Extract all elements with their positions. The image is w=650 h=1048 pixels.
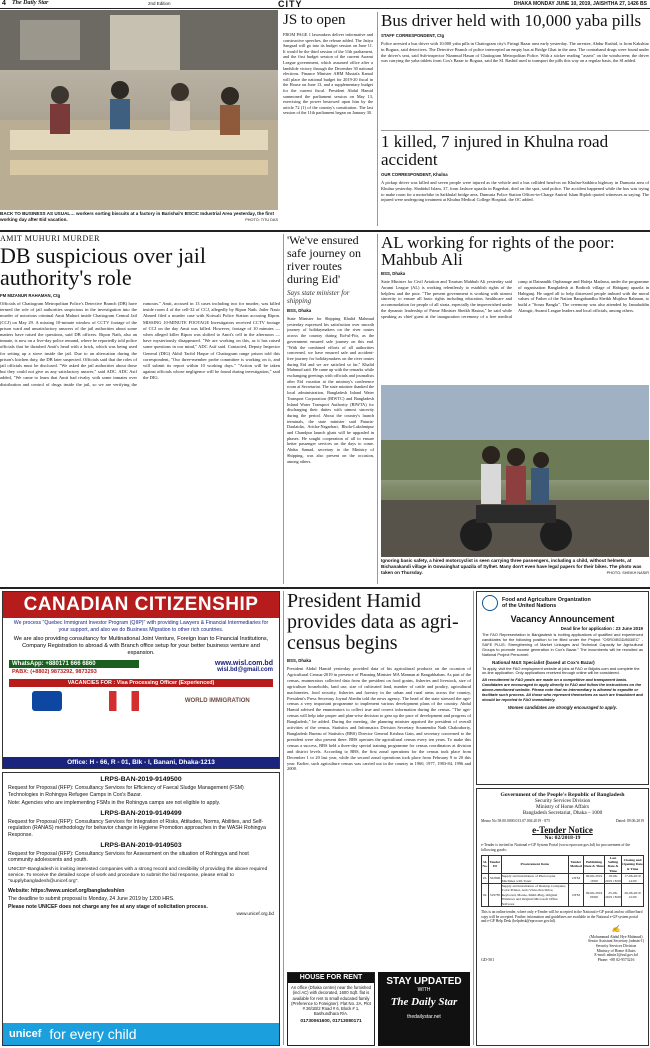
unicef-url[interactable]: www.unicef.org.bd [236, 911, 274, 917]
unicef-p1: Request for Proposal (RFP): Consultancy Services for Efficiency of Faecal Sludge Management (FSM) Technologies in Rohingya Refugee Camps in Cox's Bazar. [8, 785, 244, 798]
khulna-byline: OUR CORRESPONDENT, Khulna [381, 172, 448, 177]
pabx-number: PABX: (+8802) 9873292, 9873293 [12, 669, 97, 676]
db-body: Officials of Chattogram Metropolitan Police's Detective Branch (DB) have termed the role of jail authorities suspicious in the investigation into the murder of notorious criminal Amit Muhuri inside Chattogram Central Jail (CCJ) on May 29. A missing 10-minute window of CCTV footage of the prison ward and unsatisfactory answers of the jail authorities about some matters have raised the questions, said DB officers. Ripon Nath, also an inmate, is now on a five-day police remand, where he reportedly told police officials that he thrashed Amit's head with a brick, which was being used for setting up a stove inside the jail. Due to an altercation during the prison's kitchen duty, the DB later suspected. Officials said that the roles of jail officials must be disclosed. "We asked the jail authorities about those but they could not give us any satisfactory answer," said ADC. ADC Asif added, "We came to learn that Amit had rivalry with some inmates over distribution and control of drugs inside the jail, so we are verifying the rumours." Amit, accused in 13 cases including two for murder, was killed inside room 4 of the cell-32 of CCJ, allegedly by Ripon Nath. Jailer Nasir Ahmed filed a murder case with Kotwali Police Station accusing Ripon. MISSING 10-MINUTE FOOTAGE Investigators received CCTV footage of CCJ on the day Amit was killed. However, footage of 10 minutes — when alleged killer Ripon was shifted to Amit's cell in the afternoon — have mysteriously disappeared. "We are working on this, as it has raised some questions in our mind," ADC Asif said. Contacted, Deputy Inspector General (DIG) Akhil Tarfid Haque of Chattogram range prison told this correspondent, "Our three-member probe committee is working on it, and will submit its report within 10 working days." "Action will be taken against officials whose negligence will be found during investigation," said the DIG. [0, 301, 280, 387]
table-row: 02. 319785 Supply and installation of Desktop Computer, Color Printer, Auto Vivus Pen Drive, Keyboard, Mouse, Multi-Plug, Original Windows and Original Microsoft Office Software OTM 09-06-2019 09:00 25-06-2019 18:00 26-06-2019 12:00 [482, 884, 644, 907]
al-byline: BSS, Dhaka [381, 271, 406, 276]
house-phone: 01730061600, 01713080171 [300, 1018, 362, 1024]
paper-name: The Daily Star [12, 0, 49, 6]
tender-ad [476, 788, 649, 1046]
khulna-headline: 1 killed, 7 injured in Khulna road accident [381, 133, 609, 169]
fao-note: All recruitment to FAO posts are made on a competitive and transparent basis. Candidates are encouraged to apply directly to FAO and follow the instructions on the above-mentioned website. Please note that no intermediary is allowed to expedite or facilitate such process. All those who represent themselves as such are fraudulent and should be reported to FAO immediately. [482, 677, 643, 702]
tender-col-method: Tender Method [568, 855, 583, 874]
tender-phone: Phone: +88 02-9573216 [597, 957, 635, 962]
tender-col-id: Tender ID [489, 855, 502, 874]
unicef-ref2: LRPS-BAN-2019-9149499 [100, 809, 182, 817]
tender-head-row [482, 855, 644, 874]
tender-col-sl: SL No. [482, 855, 489, 874]
ferry-headline: 'We've ensured safe journey on river routes during Eid' [287, 234, 361, 286]
canada-title: CANADIAN CITIZENSHIP [3, 592, 279, 618]
vacancies-bar: VACANCIES FOR : Visa Processing Officer (Experienced) [9, 679, 273, 687]
tender-col-close: Closing and Opening Date & Time [622, 855, 644, 874]
fao-women: Women candidates are strongly encouraged to apply. [507, 704, 618, 710]
fao-title: Vacancy Announcement [510, 614, 615, 624]
js-body: FROM PAGE 1 lawmakers deliver informative and constructive speeches, the release added. The Jatiya Sangsad will go into its budget session on June 11. It would be the third session of the 11th parliament, and the first budget session of the current Awami League government, which assumed office after a landslide victory through the December 30 national elections. Finance Minister AHM Mustafa Kamal will place the national budget for 2019-20 fiscal in the House on June 13, and a supplementary budget for the current fiscal. President Abdul Hamid summoned the parliament session on May 13, exercising the power bestowed upon him by the article 72 (1) of the country's constitution. The last session of the 11th parliament began on January 30. [283, 32, 373, 116]
unicef-p4: UNICEF-Bangladesh is inviting interested companies with a strong record and credibility of providing the above required service. To receive the detailed scope of work and procedure to submit the bid response, please email to "supplybangladesh@unicef.org". [8, 866, 268, 885]
unicef-late: Please note UNICEF does not charge any fee at any stage of solicitation process. [8, 904, 208, 911]
hamid-article [287, 591, 471, 971]
tender-col-items: Procurement Items [501, 855, 568, 874]
factory-photo [0, 10, 278, 210]
flag-icon [109, 691, 139, 711]
tender-div: Security Services Division [534, 798, 591, 804]
tender-footer: This is an online tender, where only e-Tender will be accepted in the National e-GP portal and no offline/hard copy will be accepted. Further information and guidelines are available in the National e-GP system portal and e-GP Help Desk (helpdesk@eprocure.gov.bd). [481, 910, 643, 924]
fao-apply: To apply, visit the FAO employment website at jobs at FAO or Bdjobs.com and complete the on-line application. Only applications received through online will be considered. [482, 665, 640, 676]
fao-ad [476, 591, 649, 785]
table-row: 01. 322846 Supply and installation of Photocopier Machines with Toner OTM 09-06-2019 18:00 18-06-2019 18:00 17-06-2019 14:00 [482, 874, 644, 884]
stay-with: WITH [417, 987, 431, 993]
bus-body: Police arrested a bus driver with 10,000 yaba pills in Chattogram city's Firingi Bazar area early yesterday. The arrestee, Abdur Rashid, is from Kakshiar in Bogura, said detectives. The Detective Branch of police intercepted an empty bus at Bridge Ghat in the area. The contraband drugs were found under the driver's seat, said Sub-inspector Nizamud Hasan of Chattogram Metropolitan Police. With a sticker reading "assets" on the windscreen; the driver was carrying the yaba tablets from Cox's Bazar to Bogura, said the SI. Rashid used to transport the pills this way on a regular basis, the SI added. [381, 41, 649, 64]
issue-date: DHAKA MONDAY JUNE 10, 2019, JAISHTHA 27, 1426 BS [513, 1, 647, 7]
tender-no: No: 02/2018-19 [544, 835, 581, 841]
bus-headline: Bus driver held with 10,000 yaba pills [381, 12, 642, 30]
canada-ad [2, 591, 280, 769]
tender-signer3: Security Services Division [595, 944, 637, 949]
canada-text2: We are also providing consultancy for Multinational Joint Venture, Foreign loan to Financial Institutions, Company Registration to abroad & with Branch office setup for your better business venture and expansion. [13, 636, 269, 657]
tender-col-pub: Publishing Date & Time [583, 855, 604, 874]
section-title: CITY [278, 0, 303, 8]
tender-min: Ministry of Home Affairs [535, 804, 590, 810]
unicef-ref1: LRPS-BAN-2019-9149500 [100, 776, 182, 783]
tender-signer: (Mohammad Abdul Hye Mahmud) [589, 934, 643, 939]
canada-office: Office: H - 66, R - 01, Blk - I, Banani, Dhaka-1213 [3, 757, 279, 768]
al-headline: AL working for rights of the poor: Mahbub Ali [381, 234, 615, 269]
house-ad [287, 972, 375, 1046]
tender-title: e-Tender Notice [532, 825, 593, 835]
tender-gov: Government of the People's Republic of Bangladesh [500, 792, 625, 798]
fao-org1: Food and Agriculture Organization [502, 597, 591, 603]
bus-article [381, 12, 649, 130]
fao-deadline: Dead line for application : 23 June 2019 [560, 626, 643, 631]
tender-intro: e-Tender is invited in National e-GP System Portal (www.eprocure.gov.bd) for procurement of the following goods: [481, 843, 631, 852]
fao-org2: of the United Nations [502, 603, 557, 609]
photo2-caption: Ignoring basic safety, a hired motorcyclist is seen carrying three passengers, including a child, without helmets, at Bichanakandi village in Gowainghat upazila of Sylhet. Many don't even have legal papers for their bikes. The photo was taken on Thursday. PHOTO: SHEIKH NASIR [381, 558, 649, 575]
hamid-byline: BSS, Dhaka [287, 658, 312, 663]
motorcycle-illustration [381, 385, 649, 557]
tender-gd: GD-501 [481, 957, 495, 963]
khulna-body: A pickup driver was killed and seven people were injured as the vehicle and a bus collided head-on on Khulna-Satkhira highway in Dumuria area of Khulna yesterday. Shahidul Islam, 37, from Jashore upazila in Bagerhat, died on the spot, said police. The accident happened while the bus was trying to make room for a motorbike in Satkhulal bridge area, Dumuria Police Station Officer-in-Charge Amirul Islam Biplob quoted witnesses as saying. The injured were undergoing treatment at Khulna Medical College Hospital, the OC added. [381, 180, 649, 203]
tender-signer2: Senior Assistant Secretary (admin-1) [588, 939, 644, 944]
unicef-p2: Request for Proposal (RFP): Consultancy Services for Integration of Risks, Attitudes, Norms, Abilities, and Self-regulation (RANAS) methodology for behavior change in Hygiene Promotion approaches in the WASH Rohingya Response. [8, 818, 266, 838]
page-number: 4 [2, 0, 6, 7]
stay-title: STAY UPDATED [386, 976, 462, 987]
al-article [381, 234, 649, 384]
unicef-website[interactable]: Website: https://www.unicef.org/bangladesh/en [8, 888, 125, 895]
fao-intro: The FAO Representation in Bangladesh is inviting applications of qualified and experienced candidates for the following position to be filled under the Project "OSRO/BGD/803/EC" - SAFE PLUS: Strengthening of Market Linkages and Technical Capacity for Agricultural Groups to promote income generation in Cox's Bazar." The incumbents will be recruited as National Project Personnel: [482, 632, 643, 657]
tender-signer4: Ministry of Home Affairs [596, 948, 636, 953]
unicef-note: Note: Agencies who are implementing FSMs in the Rohingya camps are not eligible to apply. [8, 800, 221, 807]
db-article [0, 234, 280, 586]
house-title: HOUSE FOR RENT [288, 973, 374, 983]
unicef-ref3: LRPS-BAN-2019-9149503 [100, 841, 182, 849]
photo2-credit: PHOTO: SHEIKH NASIR [606, 571, 649, 575]
ferry-body: State Minister for Shipping Khalid Mahmud yesterday expressed his satisfaction over smooth journey of holidaymakers on the river routes across the country during Eid-ul-Fitr, as the government ensured safe journey on this end. "With the combined efforts of all authorities concerned, we have ensured safe and accident-free journey for holidaymakers on the river routes during Eid and we are satisfied so far," Khalid Mahmud said. He came up with the remarks while exchanging greetings with officials and journalists after Eid vacation at the ministry's conference room at Secretariat. The state minister thanked the local administration, Bangladesh Inland Water Transport Corporation (BIWTC) and Bangladesh Inland Water Transport Authority (BIWTA) for discharging their duties with utmost sincerity during the period. About the country's launch terminals, the state minister said Paturia-Daulatdia, Aricha-Nagarbari, Bhola-Lakshmipur and Chandpur launch ghats will be upgraded in phases. He sought cooperation of all to ensure better passenger services on the days to come. Abdus Samad, secretary to the Ministry of Shipping, was also present on the occasion, among others. [287, 316, 374, 464]
db-kicker: AMIT MUHURI MURDER [0, 234, 100, 243]
canada-text1: We process "Quebec Immigrant Investor Program (QIIP)" with providing Lawyers & Financial Intermediaries for your support, and also we do Business Migration to other rich countries. [13, 620, 269, 633]
motorcycle-photo [381, 385, 649, 557]
whatsapp-number: WhatsApp: +880171 666 6860 [9, 660, 139, 668]
tender-dated: Dated: 09.06.2019 [615, 819, 644, 823]
masthead [0, 0, 650, 8]
tender-email: E-mail: admin1@ssd.gov.bd [594, 953, 638, 958]
stay-updated-ad [378, 972, 470, 1046]
factory-illustration [0, 10, 278, 210]
iso-badge-icon [32, 691, 62, 711]
unicef-p3: Request for Proposal (RFP): Consultancy Services for Assessment on the situation of Rohingya and host community adolescents and youth. [8, 850, 249, 864]
js-headline: JS to open [283, 12, 346, 28]
fao-position: National M&S Specialist (based at Cox's Bazar) [492, 659, 595, 665]
tender-addr: Bangladesh Secretariat, Dhaka – 1000 [522, 810, 603, 816]
house-text: An office (Dhaka centre) near the furnished (incl AC) with decorated, 1600 Sqft. flat is available for rent to small educated family (Preference to Foreigner). Flat No. 2A, Plot # 26/1B/2 Road # 6, Block # 1, Bashundhara R/A. [291, 985, 371, 1017]
tender-col-last: Last Selling Date & Time [605, 855, 622, 874]
unicef-deadline: The deadline to submit proposal is Monday, 24 June 2019 by 1200 HRS. [8, 896, 175, 903]
canada-email[interactable]: wisl.bd@gmail.com [217, 667, 273, 674]
tender-memo: Memo No 58.00.0000.013.07.004.2019 - 875 [481, 819, 550, 823]
signature-icon: ✍ [611, 924, 621, 933]
unicef-footer [3, 1023, 279, 1045]
js-article [283, 12, 373, 228]
ferry-deck: Says state minister for shipping [287, 289, 350, 305]
hamid-headline: President Hamid provides data as agri-census begins [287, 591, 459, 654]
bus-byline: STAFF CORRESPONDENT, Ctg [381, 33, 445, 38]
tender-table [481, 855, 644, 907]
unicef-ad [2, 772, 280, 1046]
canada-web[interactable]: www.wisl.com.bd [214, 660, 273, 668]
unicef-tagline: for every child [49, 1026, 137, 1042]
edition-label: 2nd Edition [148, 1, 171, 6]
db-headline: DB suspicious over jail authority's role [0, 243, 206, 290]
khulna-article [381, 133, 649, 228]
db-byline: FM MIZANUR RAHAMAN, Ctg [0, 293, 61, 298]
photo1-credit: PHOTO: TITU DAS [245, 218, 278, 222]
hamid-body: President Abdul Hamid yesterday provided data of his agricultural products on the occasion of Agricultural Census-2019 in presence of Planning Minister MA Mannan at Bangabhaban. As part of the census, enumerators collected data from the president on food grains, fisheries and livestock, size of agriculture households, land use, size of cultivated land, number of cattle and poultry, agricultural machineries, food security, fisheries and forestry in the urban and rural areas across the country, President's Press Secretary Joynal Abedin told the news agency. The head of the state stressed the agri-census a very important programme to implement various development plans of the country. Abdul Hamid advised the enumerators to collect true and correct information during the census. "The agri-census will help take proper and plan-wise decision to gear up the pace of development and progress of Bangladesh," he added. During the meeting, the planning minister apprised the president of overall activities of the census. Statistics and Informatics Division Secretary Soumendra Nath Chakraborty, Bangladesh Bureau of Statistics (BBS) Director General Krishna Gain, and secretary concerned to the president were also present there. BBS operates the agricultural census every ten years. To make this census a success, BBS held a three-day special training programme for census coordinators at division and district levels. According to BBS, the first zonal operations for the census took place from December 1 to 20 last year, while the second zonal operations took place from February 9 to 20 this year. Earlier, such agriculture census was carried out in the country in 1960, 1977, 1983-84, 1996 and 2008. [287, 666, 471, 772]
fao-logo-icon [482, 595, 498, 611]
unicef-logo: unicef [9, 1028, 42, 1040]
stay-web[interactable]: thedailystar.net [407, 1014, 441, 1020]
award-label: WORLD IMMIGRATION [184, 698, 250, 705]
ferry-article [287, 234, 374, 584]
al-body: State Minister for Civil Aviation and Tourism Mahbub Ali yesterday said Awami League (AL) is working relentlessly to establish rights of the helpless and the poor. "The present government is working with utmost sincerity to ensure all basic rights including education, healthcare and accommodation for people of all strata, especially the impoverished under the dynamic leadership of Prime Minister Sheikh Hasina," he said while speaking as chief guest at the inauguration ceremony of a free medical camp at Dainandik Orphanage and Hafeja Madrasa, under the programme of organisation Bangladesh at Bodiroli village of Habiganj upazila in Habiganj. He urged all to help distressed people imbued with the moral values of Father of the Nation Bangabandhu Sheikh Mujibur Rahman, to build a "Sonar Bangla". The ceremony was also attended by Jamaluddin Alamgir, Awami League leaders and local officials, among others. [381, 279, 649, 319]
photo1-caption: BACK TO BUSINESS AS USUAL… workers sorting biscuits at a factory in Barishal's BSCIC Industrial Area yesterday, the first working day after Eid vacation. PHOTO: TITU DAS [0, 211, 278, 222]
ferry-byline: BSS, Dhaka [287, 308, 312, 313]
stay-paper: The Daily Star [390, 996, 458, 1008]
